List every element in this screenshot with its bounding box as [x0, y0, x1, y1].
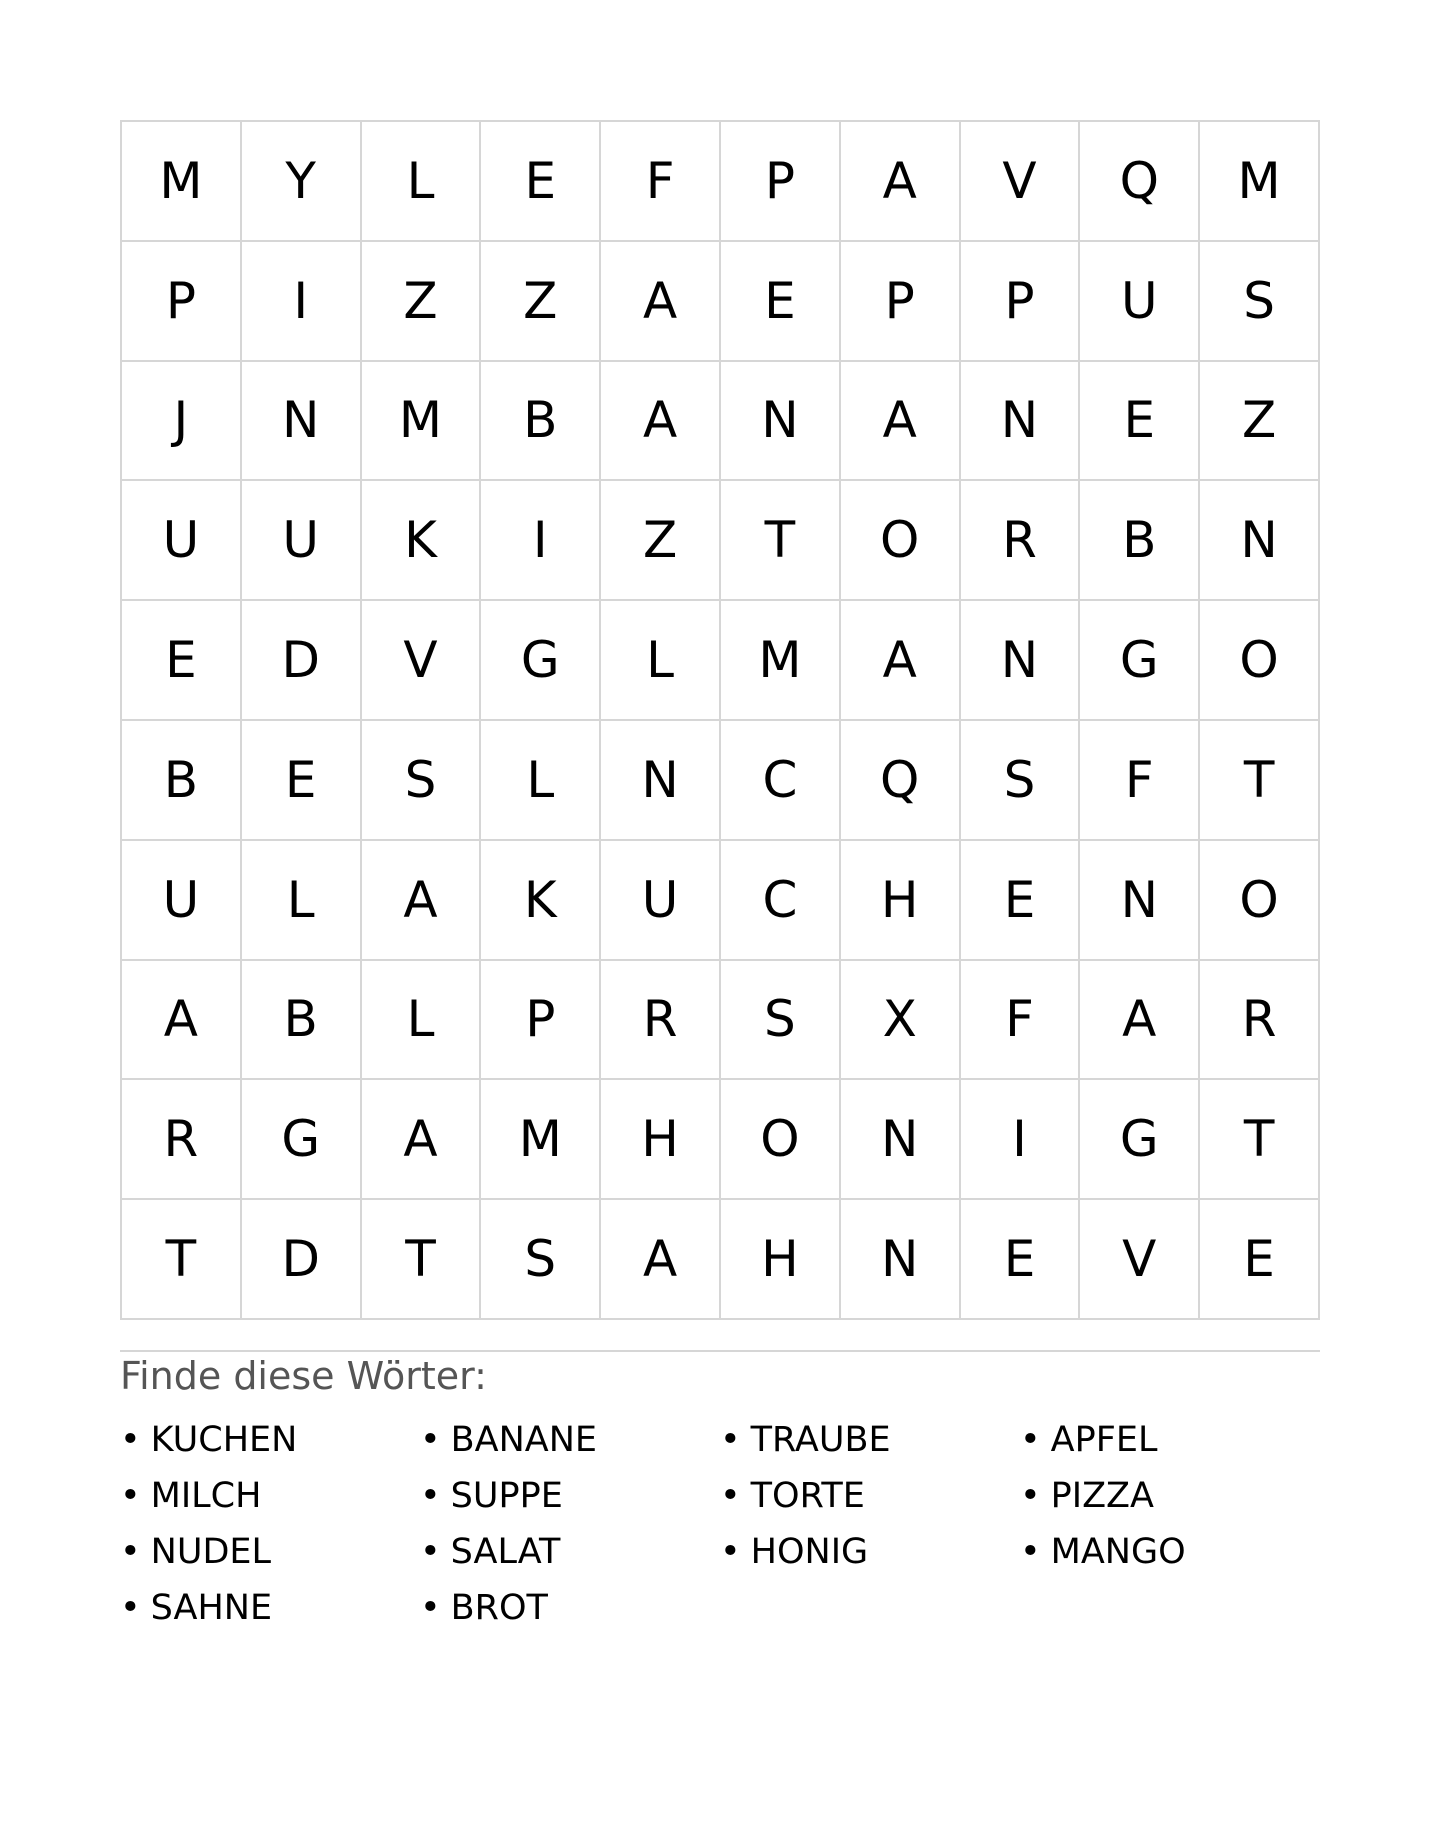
word-label: MANGO	[1050, 1532, 1186, 1572]
grid-cell[interactable]: E	[1200, 1200, 1320, 1320]
instructions-heading: Finde diese Wörter:	[120, 1354, 487, 1398]
grid-cell[interactable]: P	[721, 122, 841, 242]
word-label: BROT	[450, 1588, 548, 1628]
grid-cell[interactable]: F	[1080, 721, 1200, 841]
grid-cell[interactable]: M	[1200, 122, 1320, 242]
bullet-icon: •	[120, 1588, 141, 1628]
bullet-icon: •	[420, 1420, 441, 1460]
grid-cell[interactable]: I	[961, 1080, 1081, 1200]
word-label: TORTE	[750, 1476, 865, 1516]
grid-cell[interactable]: A	[601, 242, 721, 362]
grid-cell[interactable]: C	[721, 841, 841, 961]
grid-cell[interactable]: Z	[481, 242, 601, 362]
word-list-item	[420, 1580, 720, 1636]
grid-cell[interactable]: K	[481, 841, 601, 961]
grid-cell[interactable]: T	[721, 481, 841, 601]
grid-cell[interactable]: P	[841, 242, 961, 362]
grid-cell[interactable]: L	[242, 841, 362, 961]
grid-cell[interactable]: K	[362, 481, 482, 601]
grid-cell[interactable]: H	[721, 1200, 841, 1320]
grid-cell[interactable]: A	[841, 362, 961, 482]
word-label: KUCHEN	[150, 1420, 298, 1460]
grid-cell[interactable]: O	[721, 1080, 841, 1200]
grid-cell[interactable]: O	[1200, 601, 1320, 721]
word-list-item	[1020, 1524, 1320, 1580]
bullet-icon: •	[720, 1476, 741, 1516]
grid-cell[interactable]: T	[1200, 1080, 1320, 1200]
grid-cell[interactable]: U	[242, 481, 362, 601]
word-list-item	[120, 1412, 420, 1468]
word-label: TRAUBE	[750, 1420, 891, 1460]
grid-cell[interactable]: R	[961, 481, 1081, 601]
bullet-icon: •	[1020, 1420, 1041, 1460]
grid-cell[interactable]: A	[1080, 961, 1200, 1081]
bullet-icon: •	[120, 1532, 141, 1572]
bullet-icon: •	[720, 1532, 741, 1572]
grid-cell[interactable]: R	[601, 961, 721, 1081]
word-list-item	[120, 1468, 420, 1524]
bullet-icon: •	[420, 1476, 441, 1516]
grid-cell[interactable]: I	[481, 481, 601, 601]
grid-cell[interactable]: N	[601, 721, 721, 841]
grid-cell[interactable]: R	[122, 1080, 242, 1200]
grid-cell[interactable]: T	[362, 1200, 482, 1320]
grid-cell[interactable]: H	[841, 841, 961, 961]
word-label: BANANE	[450, 1420, 598, 1460]
grid-cell[interactable]: O	[841, 481, 961, 601]
grid-cell[interactable]: S	[481, 1200, 601, 1320]
grid-cell[interactable]: X	[841, 961, 961, 1081]
word-list-item	[420, 1412, 720, 1468]
word-list-item	[120, 1580, 420, 1636]
grid-cell[interactable]: N	[961, 601, 1081, 721]
grid-cell[interactable]: L	[362, 122, 482, 242]
grid-cell[interactable]: D	[242, 601, 362, 721]
word-label: MILCH	[150, 1476, 262, 1516]
grid-cell[interactable]: A	[841, 601, 961, 721]
grid-cell[interactable]: L	[362, 961, 482, 1081]
bullet-icon: •	[1020, 1476, 1041, 1516]
grid-cell[interactable]: B	[481, 362, 601, 482]
grid-cell[interactable]: O	[1200, 841, 1320, 961]
grid-cell[interactable]: Z	[601, 481, 721, 601]
grid-cell[interactable]: G	[481, 601, 601, 721]
grid-cell[interactable]: E	[481, 122, 601, 242]
grid-cell[interactable]: F	[601, 122, 721, 242]
grid-cell[interactable]: E	[961, 1200, 1081, 1320]
grid-cell[interactable]: S	[961, 721, 1081, 841]
bullet-icon: •	[120, 1476, 141, 1516]
grid-cell[interactable]: A	[601, 1200, 721, 1320]
word-list	[120, 1412, 1320, 1636]
grid-cell[interactable]: C	[721, 721, 841, 841]
grid-cell[interactable]: L	[601, 601, 721, 721]
word-label: APFEL	[1050, 1420, 1158, 1460]
grid-cell[interactable]: B	[1080, 481, 1200, 601]
grid-cell[interactable]: A	[841, 122, 961, 242]
grid-cell[interactable]: E	[242, 721, 362, 841]
grid-cell[interactable]: D	[242, 1200, 362, 1320]
grid-cell[interactable]: H	[601, 1080, 721, 1200]
grid-cell[interactable]: N	[1080, 841, 1200, 961]
word-label: NUDEL	[150, 1532, 272, 1572]
grid-cell[interactable]: E	[122, 601, 242, 721]
grid-cell[interactable]: Z	[1200, 362, 1320, 482]
grid-cell[interactable]: T	[1200, 721, 1320, 841]
grid-cell[interactable]: V	[362, 601, 482, 721]
grid-cell[interactable]: Z	[362, 242, 482, 362]
grid-cell[interactable]: I	[242, 242, 362, 362]
word-list-item	[420, 1468, 720, 1524]
grid-cell[interactable]: M	[362, 362, 482, 482]
grid-cell[interactable]: G	[242, 1080, 362, 1200]
word-list-item	[1020, 1412, 1320, 1468]
grid-cell[interactable]: U	[122, 481, 242, 601]
grid-cell[interactable]: P	[961, 242, 1081, 362]
grid-cell[interactable]: A	[122, 961, 242, 1081]
grid-cell[interactable]: N	[1200, 481, 1320, 601]
grid-cell[interactable]: Y	[242, 122, 362, 242]
grid-cell[interactable]: N	[242, 362, 362, 482]
grid-cell[interactable]: V	[1080, 1200, 1200, 1320]
word-list-item	[720, 1524, 1020, 1580]
grid-cell[interactable]: U	[601, 841, 721, 961]
grid-cell[interactable]: N	[841, 1200, 961, 1320]
grid-cell[interactable]: U	[122, 841, 242, 961]
grid-cell[interactable]: E	[721, 242, 841, 362]
grid-cell[interactable]: Q	[841, 721, 961, 841]
bullet-icon: •	[120, 1420, 141, 1460]
grid-cell[interactable]: M	[721, 601, 841, 721]
grid-cell[interactable]: A	[362, 1080, 482, 1200]
grid-cell[interactable]: G	[1080, 1080, 1200, 1200]
word-list-item	[1020, 1468, 1320, 1524]
grid-cell[interactable]: S	[362, 721, 482, 841]
grid-cell[interactable]: P	[122, 242, 242, 362]
bullet-icon: •	[420, 1588, 441, 1628]
word-label: SALAT	[450, 1532, 561, 1572]
word-label: SAHNE	[150, 1588, 273, 1628]
grid-cell[interactable]: E	[1080, 362, 1200, 482]
grid-cell[interactable]: Q	[1080, 122, 1200, 242]
grid-cell[interactable]: U	[1080, 242, 1200, 362]
word-label: PIZZA	[1050, 1476, 1154, 1516]
grid-cell[interactable]: L	[481, 721, 601, 841]
grid-cell[interactable]: M	[122, 122, 242, 242]
word-list-item	[420, 1524, 720, 1580]
grid-cell[interactable]: V	[961, 122, 1081, 242]
grid-cell[interactable]: P	[481, 961, 601, 1081]
grid-cell[interactable]: N	[841, 1080, 961, 1200]
grid-cell[interactable]: E	[961, 841, 1081, 961]
grid-cell[interactable]: N	[961, 362, 1081, 482]
word-label: HONIG	[750, 1532, 869, 1572]
letter-grid	[120, 120, 1320, 1320]
grid-cell[interactable]: A	[601, 362, 721, 482]
word-label: SUPPE	[450, 1476, 563, 1516]
grid-cell[interactable]: T	[122, 1200, 242, 1320]
word-list-item	[720, 1468, 1020, 1524]
bullet-icon: •	[420, 1532, 441, 1572]
bullet-icon: •	[720, 1420, 741, 1460]
word-list-item	[120, 1524, 420, 1580]
grid-cell[interactable]: F	[961, 961, 1081, 1081]
grid-cell[interactable]: G	[1080, 601, 1200, 721]
bullet-icon: •	[1020, 1532, 1041, 1572]
grid-cell[interactable]: M	[481, 1080, 601, 1200]
word-list-item	[720, 1412, 1020, 1468]
grid-cell[interactable]: J	[122, 362, 242, 482]
grid-cell[interactable]: S	[721, 961, 841, 1081]
grid-cell[interactable]: B	[242, 961, 362, 1081]
grid-cell[interactable]: R	[1200, 961, 1320, 1081]
grid-cell[interactable]: B	[122, 721, 242, 841]
grid-cell[interactable]: N	[721, 362, 841, 482]
grid-cell[interactable]: S	[1200, 242, 1320, 362]
grid-cell[interactable]: A	[362, 841, 482, 961]
